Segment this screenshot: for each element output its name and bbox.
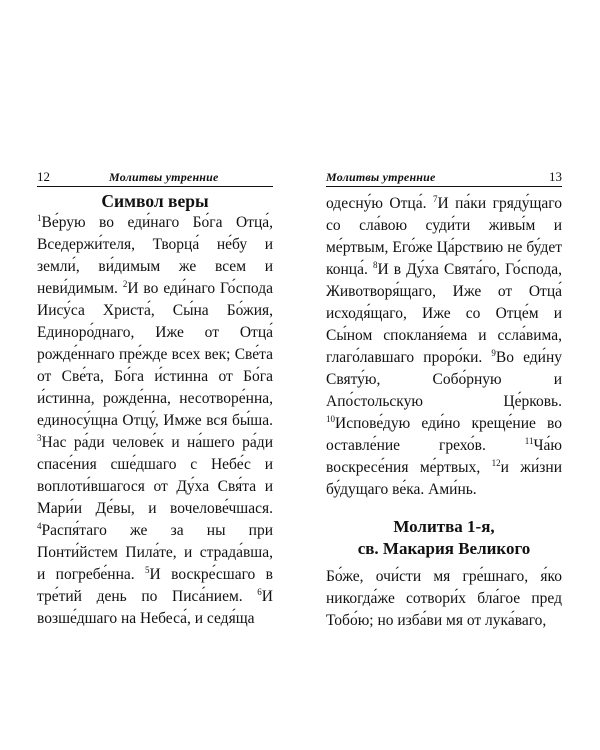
verse-number: 7	[432, 193, 438, 204]
prayer-text: Бо́же, очи́сти мя гре́шнаго, я́ко никогда́же сотвори́х бла́гое пред Тобо́ю; но изба́ви мя от лука́ваго,	[326, 568, 562, 629]
verse-number: 10	[326, 413, 335, 424]
verse-number: 5	[145, 564, 150, 575]
verse-text: Испове́дую еди́но креще́ние во оставле́ние грехо́в.	[326, 415, 562, 454]
verse-number: 6	[257, 586, 262, 597]
verse-text: И возше́дшаго на Небеса́, и седя́ща	[37, 588, 273, 627]
verse-number: 8	[372, 259, 378, 270]
page-number: 13	[549, 169, 562, 184]
verse-number: 9	[491, 347, 496, 358]
verse-text: Ча́ю воскресе́ния ме́ртвых,	[326, 437, 562, 476]
left-page	[37, 168, 273, 630]
page-number: 12	[37, 169, 50, 184]
creed-text-continued	[326, 193, 562, 501]
creed-text	[37, 212, 273, 630]
verse-number: 11	[524, 435, 534, 446]
running-head	[37, 168, 273, 187]
section-title: Символ веры	[101, 191, 209, 211]
verse-text: Нас ра́ди челове́к и на́шего ра́ди спасе́ния сше́дшаго с Небе́с и воплоти́вшагося от Ду́ха Свя́та и Мари́и Де́вы, и вочелове́чшася.	[37, 434, 273, 517]
verse-text: и жи́зни бу́дущаго ве́ка. Ами́нь.	[326, 459, 562, 498]
running-head-title: Молитвы утренние	[109, 170, 219, 184]
verse-number: 4	[37, 520, 42, 531]
verse-text: И в Ду́ха Свята́го, Го́спода, Животворя́щаго, Иже от Отца́ исходя́щаго, Иже со Отце́м и Сы́ном спокланя́ема и ссла́вима, глаго́лавшаго проро́ки.	[326, 261, 563, 366]
verse-text: И па́ки гряду́щаго со сла́вою суди́ти живы́м и ме́ртвым, Его́же Ца́рствию не бу́дет конца́.	[326, 195, 562, 278]
prayer-title-line: Молитва 1-я,	[393, 517, 495, 536]
verse-number: 1	[37, 212, 42, 223]
verse-text: И во еди́наго Го́спода Иису́са Христа́, Сы́на Бо́жия, Единоро́днаго, Иже от Отца́ рожде́ннаго пре́жде всех век; Све́та от Све́та, Бо́га и́стинна от Бо́га и́стинна, рожде́нна, несотворе́нна, единосу́щна Отцу́, Имже вся бы́ша.	[37, 280, 273, 429]
prayer-title-line: св. Макария Великого	[357, 539, 531, 558]
right-page	[326, 168, 562, 632]
running-head-title: Молитвы утренние	[326, 170, 436, 184]
verse-number: 12	[491, 457, 501, 468]
prayer-title	[326, 516, 562, 560]
verse-number: 2	[122, 278, 128, 289]
verse-text: Распя́таго же за ны при Понти́йстем Пила́те, и страда́вша, и погребе́нна.	[37, 522, 273, 583]
verse-text: одесну́ю Отца́.	[326, 195, 433, 212]
verse-text: И воскре́сшаго в тре́тий день по Писа́нием.	[37, 566, 273, 605]
running-head	[326, 168, 562, 187]
verse-text: Ве́рую во еди́наго Бо́га Отца́, Вседержи́теля, Творца́ не́бу и земли́, ви́димым же всем и неви́димым.	[37, 214, 273, 297]
verse-number: 3	[37, 432, 42, 443]
verse-text: Во еди́ну Святу́ю, Собо́рную и Апо́стольскую Це́рковь.	[326, 349, 562, 410]
